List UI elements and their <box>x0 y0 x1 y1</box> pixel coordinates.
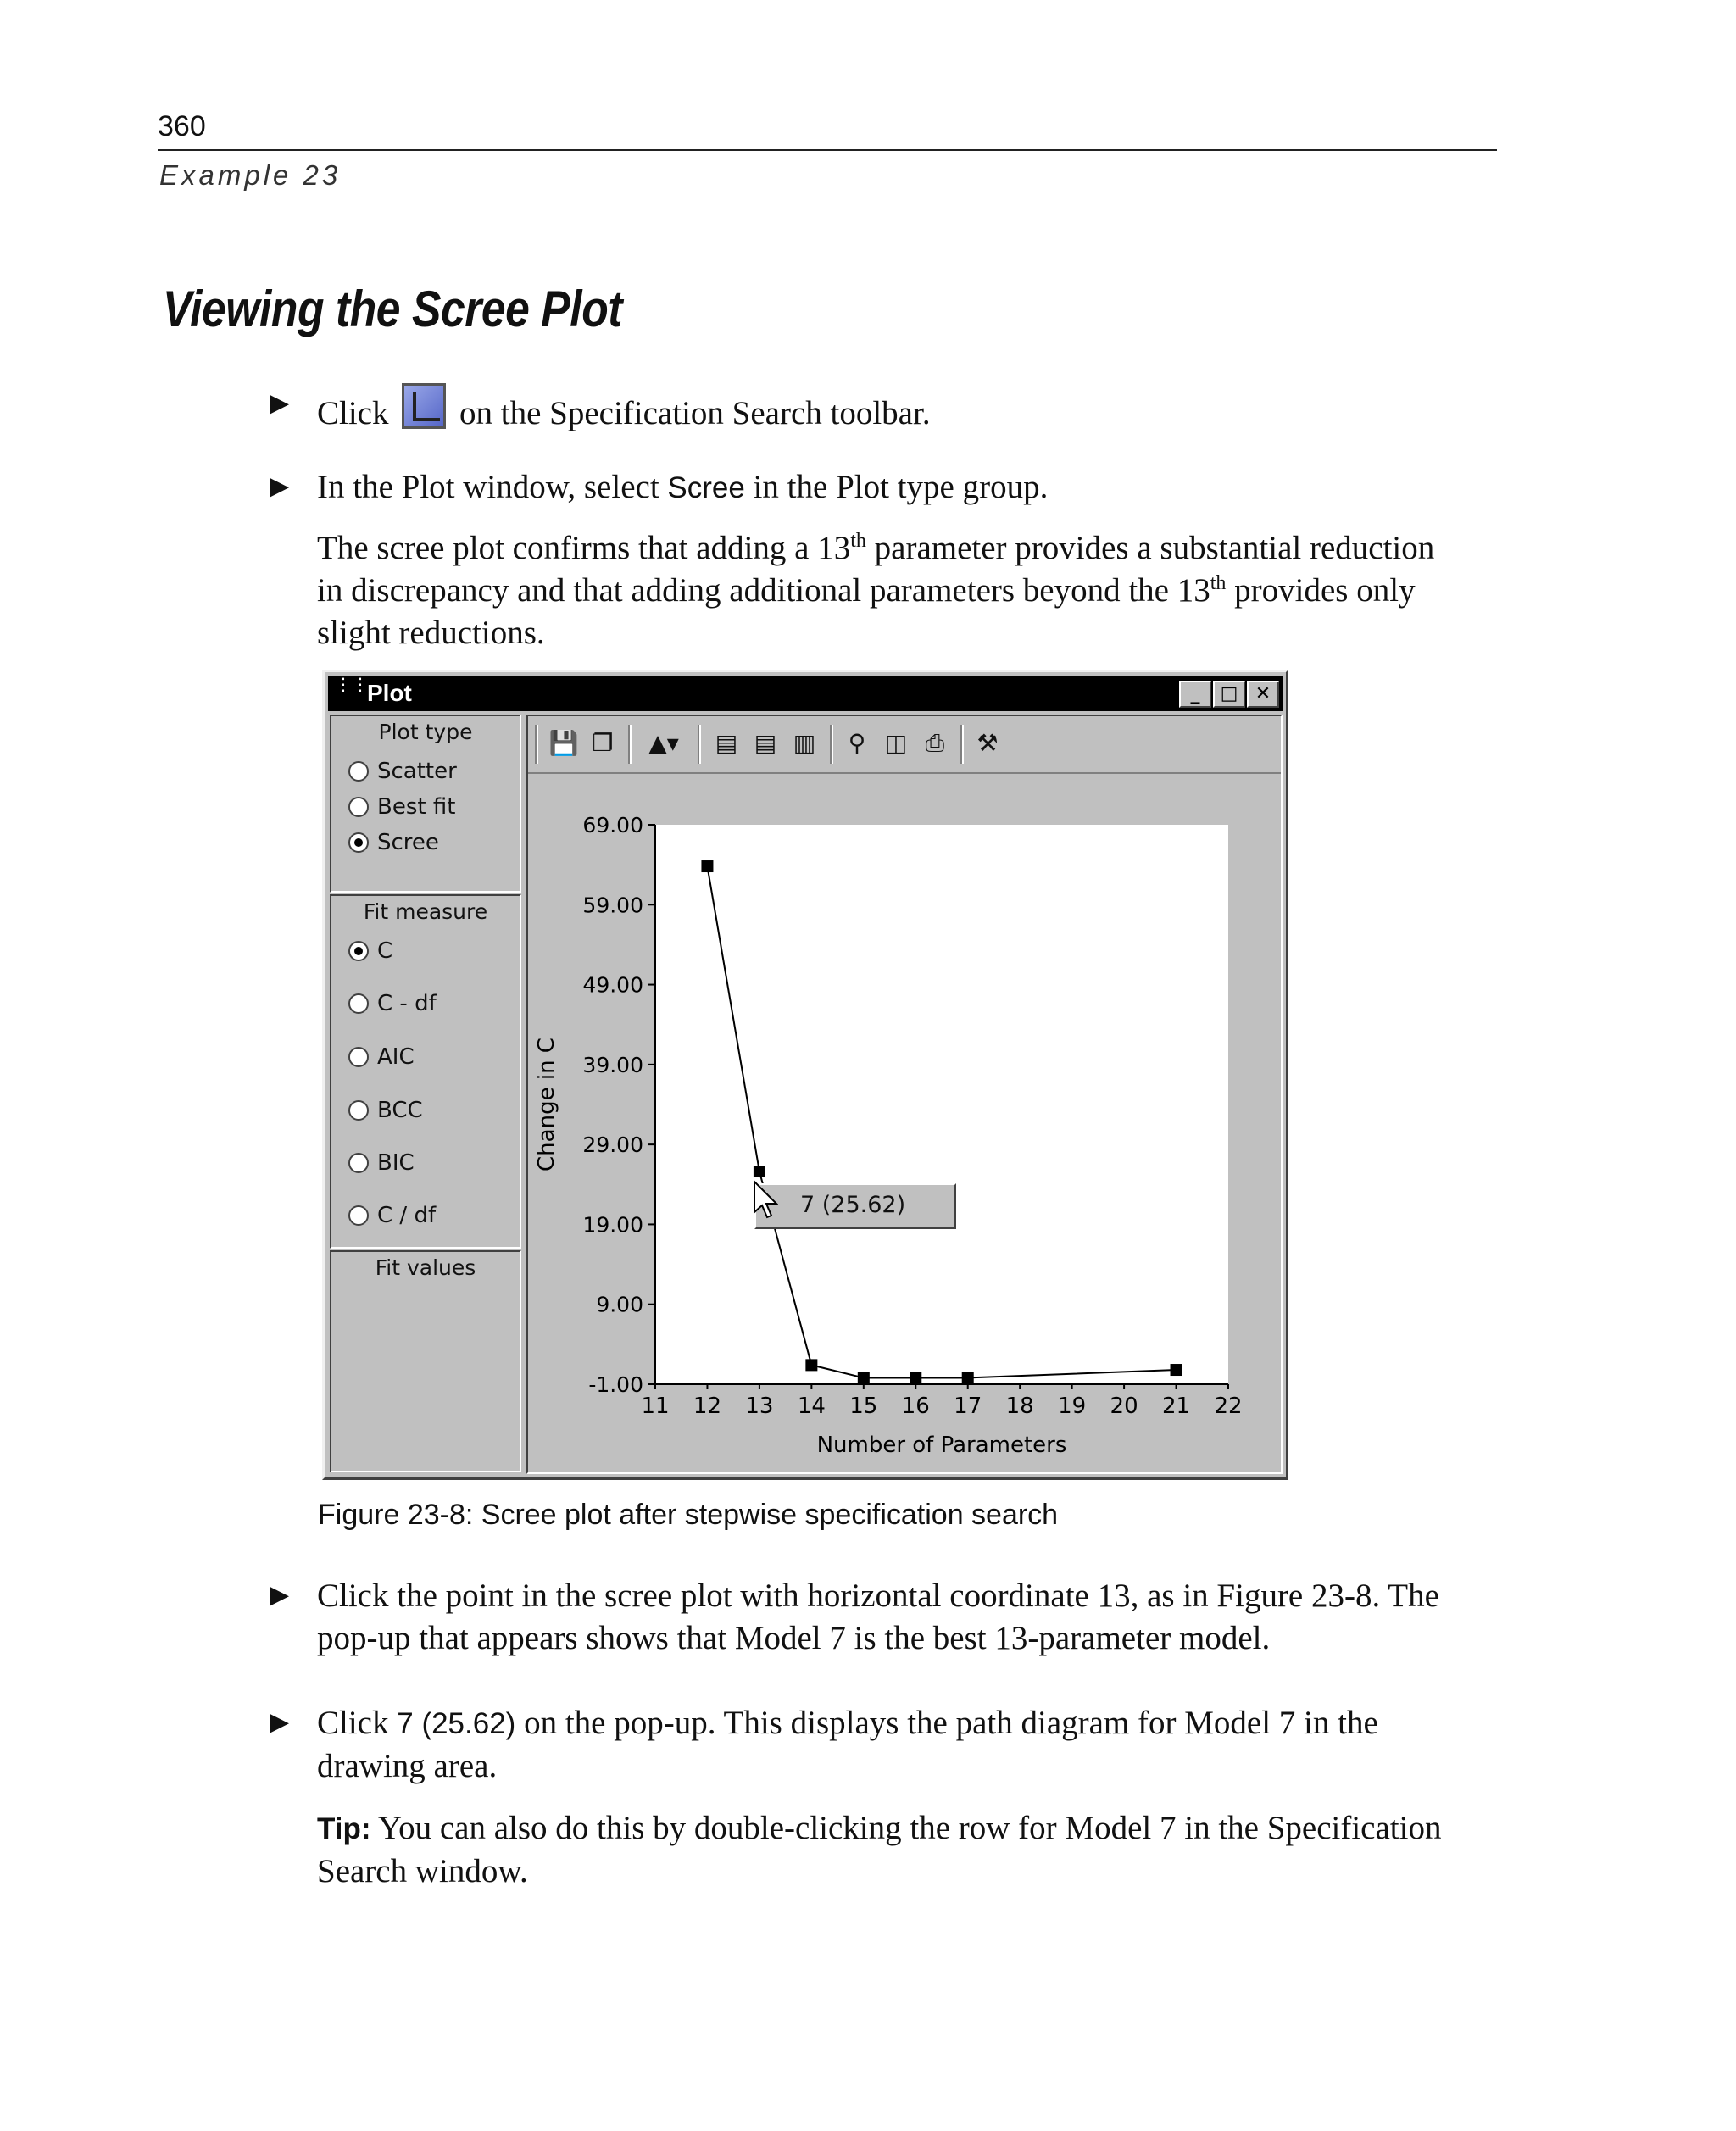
toolbar-separator <box>830 725 833 764</box>
x-tick-label: 13 <box>745 1394 774 1419</box>
y-tick-label: 9.00 <box>596 1292 643 1317</box>
radio-icon <box>348 993 369 1014</box>
plot-type-label: Plot type <box>378 720 473 744</box>
fill-color-icon[interactable]: ▲▾ <box>648 729 679 757</box>
x-tick-label: 14 <box>797 1394 826 1419</box>
window-title: Plot <box>367 680 412 706</box>
superscript: th <box>1210 572 1227 594</box>
x-tick-label: 15 <box>849 1394 878 1419</box>
step-text: in the Plot type group. <box>753 469 1049 505</box>
y-axis-label: Change in C <box>534 1038 559 1171</box>
minimize-button[interactable]: _ <box>1179 681 1211 708</box>
chart-style-icon[interactable]: ▥ <box>793 729 816 757</box>
data-point[interactable] <box>1171 1364 1182 1376</box>
radio-checked-icon <box>348 941 369 961</box>
title-bar[interactable] <box>328 676 1283 711</box>
radio-label: AIC <box>377 1044 415 1070</box>
fit-measure-label: Fit measure <box>363 899 488 924</box>
radio-bic[interactable] <box>348 1150 415 1176</box>
bullet-icon: ▶ <box>270 472 290 500</box>
close-button[interactable]: ✕ <box>1247 681 1279 708</box>
point-popup[interactable]: 7 (25.62) <box>754 1183 956 1229</box>
tip-text: Search window. <box>317 1853 528 1889</box>
x-tick-label: 16 <box>901 1394 930 1419</box>
vertical-grid-icon[interactable]: ▤ <box>715 729 738 757</box>
radio-c[interactable] <box>348 938 392 964</box>
y-tick-label: 69.00 <box>582 813 643 837</box>
data-point[interactable] <box>701 860 713 872</box>
tip <box>317 1807 1504 1893</box>
copy-icon[interactable]: ❐ <box>592 729 614 757</box>
header-rule <box>158 149 1497 151</box>
radio-scree[interactable] <box>348 830 439 855</box>
radio-label: BIC <box>377 1150 415 1176</box>
para-text: in discrepancy and that adding additional parameters beyond the 13 <box>317 572 1210 609</box>
toolbar-separator <box>960 725 964 764</box>
tip-label: Tip: <box>317 1812 371 1845</box>
radio-label: C <box>377 938 393 964</box>
step-text: In the Plot window, select <box>317 469 659 505</box>
ui-term: 7 (25.62) <box>397 1707 516 1740</box>
x-tick-label: 17 <box>954 1394 982 1419</box>
bullet-icon: ▶ <box>270 389 290 417</box>
para-text: slight reductions. <box>317 615 545 651</box>
left-pane <box>330 715 525 1474</box>
bullet-icon: ▶ <box>270 1708 290 1736</box>
step-text: on the pop-up. This displays the path diagram for Model 7 in the <box>524 1705 1378 1741</box>
x-tick-label: 19 <box>1058 1394 1087 1419</box>
radio-best-fit[interactable] <box>348 794 455 820</box>
radio-icon <box>348 797 369 817</box>
step-text: Click <box>317 395 389 431</box>
radio-label: Scree <box>377 830 439 855</box>
ui-term: Scree <box>667 471 745 504</box>
y-tick-label: 29.00 <box>582 1132 643 1158</box>
fit-values-group <box>330 1250 521 1472</box>
print-preview-icon[interactable]: ◫ <box>884 729 908 757</box>
x-tick-label: 18 <box>1005 1394 1034 1419</box>
para-text: parameter provides a substantial reduction <box>865 530 1435 566</box>
figure-caption: Figure 23-8: Scree plot after stepwise specification search <box>318 1499 1059 1531</box>
data-point[interactable] <box>910 1372 921 1383</box>
step-text: pop-up that appears shows that Model 7 is the best 13-parameter model. <box>317 1620 1271 1656</box>
plot-pane <box>526 715 1283 1474</box>
y-tick-label: -1.00 <box>588 1372 643 1397</box>
toolbar-separator <box>698 725 701 764</box>
para-text: The scree plot confirms that adding a 13 <box>317 530 851 566</box>
save-icon[interactable]: 💾 <box>548 729 579 757</box>
radio-checked-icon <box>348 832 369 853</box>
toolbar-separator <box>628 725 632 764</box>
step-text: Click the point in the scree plot with horizontal coordinate 13, as in Figure 23-8. The <box>317 1577 1439 1614</box>
app-icon: ⋮⋮ <box>335 674 369 694</box>
para-text: provides only <box>1226 572 1416 609</box>
tip-text: You can also do this by double-clicking the row for Model 7 in the Specification <box>377 1810 1442 1846</box>
properties-hammer-icon[interactable]: ⚒ <box>976 729 999 757</box>
scree-plot-toolbar-icon[interactable] <box>402 383 446 429</box>
scree-chart[interactable] <box>528 774 1281 1472</box>
data-point[interactable] <box>962 1372 974 1383</box>
bullet-icon: ▶ <box>270 1581 290 1609</box>
radio-scatter[interactable] <box>348 759 457 784</box>
x-tick-label: 20 <box>1110 1394 1138 1419</box>
toolbar-separator <box>535 725 538 764</box>
mouse-cursor-icon <box>753 1180 778 1222</box>
data-point[interactable] <box>805 1359 817 1371</box>
page-number: 360 <box>158 110 206 142</box>
x-tick-label: 21 <box>1161 1394 1191 1419</box>
plot-toolbar <box>528 716 1281 774</box>
section-title: Viewing the Scree Plot <box>163 281 623 337</box>
running-head: Example 23 <box>159 159 342 191</box>
y-tick-label: 39.00 <box>582 1052 643 1077</box>
x-tick-label: 11 <box>641 1394 670 1419</box>
radio-c-df[interactable] <box>348 991 437 1016</box>
radio-icon <box>348 1100 369 1121</box>
radio-c-over-df[interactable] <box>348 1203 436 1228</box>
radio-icon <box>348 1205 369 1226</box>
superscript: th <box>850 530 866 552</box>
y-tick-label: 49.00 <box>582 972 643 998</box>
fit-values-label: Fit values <box>375 1255 476 1280</box>
radio-label: Best fit <box>377 794 456 820</box>
x-axis-label: Number of Parameters <box>816 1433 1067 1458</box>
plot-area <box>655 825 1228 1384</box>
horizontal-grid-icon[interactable]: ▤ <box>754 729 777 757</box>
plot-window <box>322 670 1288 1480</box>
step-text: on the Specification Search toolbar. <box>459 395 931 431</box>
data-point[interactable] <box>754 1166 765 1177</box>
print-icon[interactable]: ⎙ <box>925 729 945 757</box>
radio-icon <box>348 761 369 782</box>
radio-bcc[interactable] <box>348 1098 423 1123</box>
step-text: drawing area. <box>317 1748 498 1784</box>
radio-label: BCC <box>377 1098 423 1123</box>
data-point[interactable] <box>858 1372 870 1383</box>
fit-measure-group <box>330 894 521 1249</box>
radio-label: Scatter <box>377 759 457 784</box>
y-tick-label: 19.00 <box>582 1212 643 1238</box>
scree-explanation <box>317 527 1504 654</box>
radio-label: C / df <box>377 1203 437 1228</box>
x-tick-label: 22 <box>1214 1394 1243 1419</box>
plot-type-group <box>330 715 521 893</box>
step-text: Click <box>317 1705 389 1741</box>
maximize-button[interactable]: □ <box>1213 681 1245 708</box>
radio-label: C - df <box>377 991 437 1016</box>
y-tick-label: 59.00 <box>582 893 643 918</box>
radio-icon <box>348 1153 369 1173</box>
radio-icon <box>348 1047 369 1067</box>
zoom-icon[interactable]: ⚲ <box>848 729 866 757</box>
radio-aic[interactable] <box>348 1044 415 1070</box>
x-tick-label: 12 <box>693 1394 722 1419</box>
